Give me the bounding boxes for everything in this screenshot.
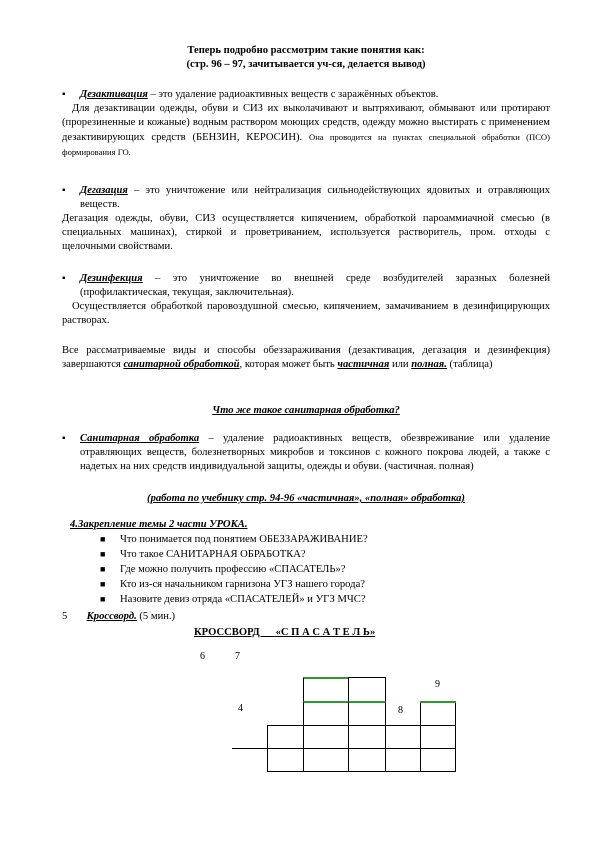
crossword-cell[interactable] bbox=[303, 748, 349, 772]
crossword-cell[interactable] bbox=[267, 748, 304, 772]
crossword-accent bbox=[420, 701, 456, 703]
crossword-heading bbox=[62, 610, 462, 624]
summary-part-2: , которая может быть bbox=[239, 359, 338, 370]
consolidation-heading: 4.Закрепление темы 2 части УРОКА. bbox=[70, 519, 248, 530]
crossword-label: Кроссворд. bbox=[86, 611, 137, 622]
clue-number: 4 bbox=[238, 703, 243, 714]
deactivation-definition bbox=[80, 88, 550, 102]
crossword-cell[interactable] bbox=[348, 748, 386, 772]
degassing-definition-text: – это уничтожение или нейтрализация сильнодействующих ядовитых и отравляющих веществ. bbox=[80, 185, 550, 210]
summary-part-3: или bbox=[389, 359, 412, 370]
bullet-icon: ▪ bbox=[62, 273, 66, 284]
crossword-cell[interactable] bbox=[303, 725, 349, 749]
disinfection-body: Осуществляется обработкой паровоздушной смесью, кипячением, замачиванием в дезинфицирующих растворах. bbox=[62, 301, 550, 326]
bullet-icon: ▪ bbox=[62, 89, 66, 100]
summary-sanitary: санитарной обработкой bbox=[123, 359, 240, 370]
list-item bbox=[100, 532, 520, 547]
bullet-icon: ■ bbox=[100, 579, 106, 589]
header-line-2: (стр. 96 – 97, зачитывается уч-ся, делается вывод) bbox=[186, 59, 426, 70]
sanitary-term: Санитарная обработка bbox=[80, 433, 200, 444]
clue-number: 6 bbox=[200, 651, 205, 662]
deactivation-note: Она проводится на пунктах специальной обработки (ПСО) формирования ГО. bbox=[62, 132, 550, 157]
bullet-icon: ▪ bbox=[62, 433, 66, 444]
bullet-icon: ■ bbox=[100, 549, 106, 559]
question-text: Что такое САНИТАРНАЯ ОБРАБОТКА? bbox=[120, 549, 306, 560]
crossword-cell[interactable] bbox=[348, 701, 386, 726]
list-item bbox=[100, 592, 520, 607]
summary-full: полная. bbox=[411, 359, 447, 370]
summary-part-4: (таблица) bbox=[446, 359, 493, 370]
crossword-cell[interactable] bbox=[420, 748, 456, 772]
crossword-cell[interactable] bbox=[420, 725, 456, 749]
degassing-body: Дегазация одежды, обуви, СИЗ осуществляется кипячением, обработкой пароаммиачной смесью (в специальных машинах), стиркой и проветриванием, используется растворитель, пром. отходы с щелочными свойствами. bbox=[62, 213, 550, 252]
degassing-term: Дегазация bbox=[80, 185, 128, 196]
crossword-cell[interactable] bbox=[348, 725, 386, 749]
deactivation-body bbox=[62, 102, 550, 160]
clue-number: 7 bbox=[235, 651, 240, 662]
textbook-work: (работа по учебнику стр. 94-96 «частичная», «полная» обработка) bbox=[147, 493, 465, 504]
crossword-cell[interactable] bbox=[303, 677, 349, 702]
disinfection-definition-text: – это уничтожение во внешней среде возбудителей заразных болезней (профилактическая, текущая, заключительная). bbox=[80, 273, 550, 298]
crossword-cell[interactable] bbox=[420, 701, 456, 726]
header-line-1: Теперь подробно рассмотрим такие понятия как: bbox=[187, 45, 425, 56]
crossword-cell[interactable] bbox=[267, 725, 304, 749]
sanitary-definition bbox=[80, 432, 550, 474]
deactivation-definition-text: – это удаление радиоактивных веществ с заражённых объектов. bbox=[147, 89, 439, 100]
degassing-definition bbox=[80, 184, 550, 212]
list-item bbox=[100, 562, 520, 577]
question-text: Где можно получить профессию «СПАСАТЕЛЬ»? bbox=[120, 564, 346, 575]
crossword-duration: (5 мин.) bbox=[136, 611, 176, 622]
clue-number: 9 bbox=[435, 679, 440, 690]
bullet-icon: ■ bbox=[100, 534, 106, 544]
question-heading: Что же такое санитарная обработка? bbox=[212, 405, 400, 416]
question-list bbox=[100, 532, 520, 607]
crossword-cell[interactable] bbox=[303, 701, 349, 726]
crossword-cell[interactable] bbox=[348, 677, 386, 702]
summary-paragraph bbox=[62, 344, 550, 372]
disinfection-term: Дезинфекция bbox=[80, 273, 143, 284]
question-text: Назовите девиз отряда «СПАСАТЕЛЕЙ» и УГЗ МЧС? bbox=[120, 594, 366, 605]
question-text: Что понимается под понятием ОБЕЗЗАРАЖИВАНИЕ? bbox=[120, 534, 368, 545]
list-item bbox=[100, 577, 520, 592]
bullet-icon: ▪ bbox=[62, 185, 66, 196]
clue-number: 8 bbox=[398, 705, 403, 716]
disinfection-definition bbox=[80, 272, 550, 300]
bullet-icon: ■ bbox=[100, 594, 106, 604]
bullet-icon: ■ bbox=[100, 564, 106, 574]
deactivation-body-text: Для дезактивации одежды, обуви и СИЗ их выколачивают и вытряхивают, обмывают или протирают (прорезиненные и кожаные) водным раствором моющих средств, одежду можно выстирать с применением дезактивирующих средств (БЕНЗИН, КЕРОСИН). bbox=[62, 103, 550, 143]
crossword-cell[interactable] bbox=[232, 725, 268, 749]
crossword-title: КРОССВОРД «С П А С А Т Е Л Ь» bbox=[194, 627, 376, 638]
question-text: Кто из-ся начальником гарнизона УГЗ нашего города? bbox=[120, 579, 365, 590]
deactivation-term: Дезактивация bbox=[80, 89, 148, 100]
sanitary-definition-text: – удаление радиоактивных веществ, обезвреживание или удаление отравляющих веществ, болезнетворных микробов и токсинов с кожного покрова людей, а также с надетых на них средств индивидуальной защиты, одежды и обуви. (частичная. полная) bbox=[80, 433, 550, 472]
crossword-cell[interactable] bbox=[385, 725, 421, 749]
crossword-cell[interactable] bbox=[385, 748, 421, 772]
summary-part-1: Все рассматриваемые виды и способы обеззараживания (дезактивация, дегазация и дезинфекция) завершаются bbox=[62, 345, 550, 370]
list-item bbox=[100, 547, 520, 562]
summary-partial: частичная bbox=[337, 359, 390, 370]
crossword-item-number: 5 bbox=[62, 611, 68, 622]
